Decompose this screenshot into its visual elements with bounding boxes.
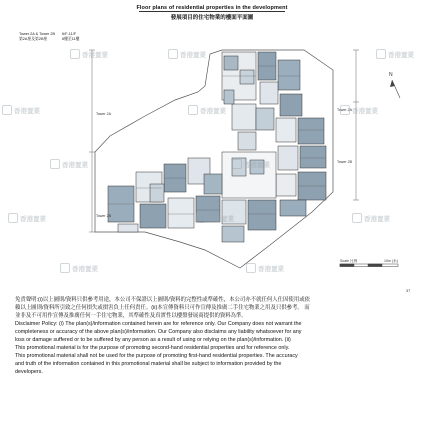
- scale-value: 10m (米): [384, 259, 398, 263]
- watermark-text: 香港置業: [14, 107, 40, 115]
- floor-range-zh: 6樓至11樓: [62, 37, 80, 41]
- watermark-text: 香港置業: [180, 51, 206, 59]
- watermark-logo: [376, 48, 416, 60]
- watermark-text: 香港置業: [20, 215, 46, 223]
- disclaimer-zh-line: 免責聲明:(i)以上圖則/資料只供參考用途，本公司不保證以上圖則/資料的完整性或準確性，本公司亦不就任何人仕因使用或依: [15, 297, 310, 303]
- tower-names-zh: 第2A座及第2B座: [19, 37, 48, 41]
- disclaimer-en-line: completeness or accuracy of the above plan(s)/information. Our Company also disclaims any liability whatsoever for any: [15, 328, 302, 335]
- dimension-label: Tower 2B: [337, 160, 352, 164]
- watermark-logo: [196, 212, 236, 224]
- watermark-logo: [246, 262, 286, 274]
- dimension-label: Tower 2B: [96, 214, 111, 218]
- watermark-logo: [70, 48, 110, 60]
- watermark-text: 香港置業: [364, 215, 390, 223]
- watermark-text: 香港置業: [200, 107, 226, 115]
- watermark-text: 香港置業: [244, 161, 270, 169]
- disclaimer-en-line: This promotional material is for the purpose of promoting second-hand residential properties and for reference only.: [15, 344, 290, 351]
- watermark-text: 香港置業: [72, 265, 98, 273]
- tower-names-en: Tower 2A & Tower 2B: [19, 32, 56, 36]
- watermark-text: 香港置業: [352, 107, 378, 115]
- disclaimer-en-line: This promotional material shall not be used for the purpose of promoting first-hand residential properties. The accuracy: [15, 352, 298, 359]
- disclaimer-zh-line: 賴以上圖則/資料所引致之任何損失或損害負上任何責任。(ii)本宣傳資料只可作宣傳及推廣二手住宅物業之用及只供參考。 而: [15, 304, 310, 311]
- watermark-text: 香港置業: [388, 51, 414, 59]
- dimension-label: Tower 2A: [96, 112, 111, 116]
- floor-range-en: 6/F-11/F: [62, 32, 77, 36]
- scale-bar: [340, 264, 398, 267]
- watermark-logo: [340, 104, 380, 116]
- watermark-logo: [50, 158, 90, 170]
- disclaimer-zh-line: 並非及不可用作宣傳及推廣任何一手住宅物業，其準確性及真實性以樓盤發展商提供的資料為準。: [15, 312, 247, 319]
- disclaimer-en-line: and truth of the information contained in this promotional material shall be subject to information provided by the: [15, 360, 282, 367]
- watermark-logo: [168, 48, 208, 60]
- watermark-text: 香港置業: [82, 51, 108, 59]
- page-title-en: Floor plans of residential properties in the development: [136, 5, 288, 11]
- dimension-label: Tower 2A: [337, 108, 352, 112]
- watermark-logo: [188, 104, 228, 116]
- watermark-text: 香港置業: [258, 265, 284, 273]
- watermark-logo: [2, 104, 42, 116]
- disclaimer-en-line: Disclaimer Policy: (i) The plan(s)/information contained herein are for reference only. Our Company does not warrant the: [15, 320, 302, 327]
- north-label: N: [389, 72, 393, 78]
- disclaimer-en-line: developers.: [15, 368, 43, 375]
- scale-label: Scale 比例: [340, 259, 358, 263]
- north-arrow-icon: [390, 80, 400, 98]
- watermark-logo: [232, 158, 272, 170]
- disclaimer-en-line: loss or damage suffered or to be suffered by any person as a result of using or relying on the plan(s)/information. (ii): [15, 336, 291, 343]
- watermark-logo: [352, 212, 392, 224]
- watermark-text: 香港置業: [62, 161, 88, 169]
- watermark-text: 香港置業: [208, 215, 234, 223]
- watermark-logo: [8, 212, 48, 224]
- disclaimer: [15, 297, 413, 377]
- watermark-logo: [60, 262, 100, 274]
- page-number: 37: [406, 289, 411, 293]
- page-title-zh: 發展項目的住宅物業的樓面平面圖: [170, 15, 254, 21]
